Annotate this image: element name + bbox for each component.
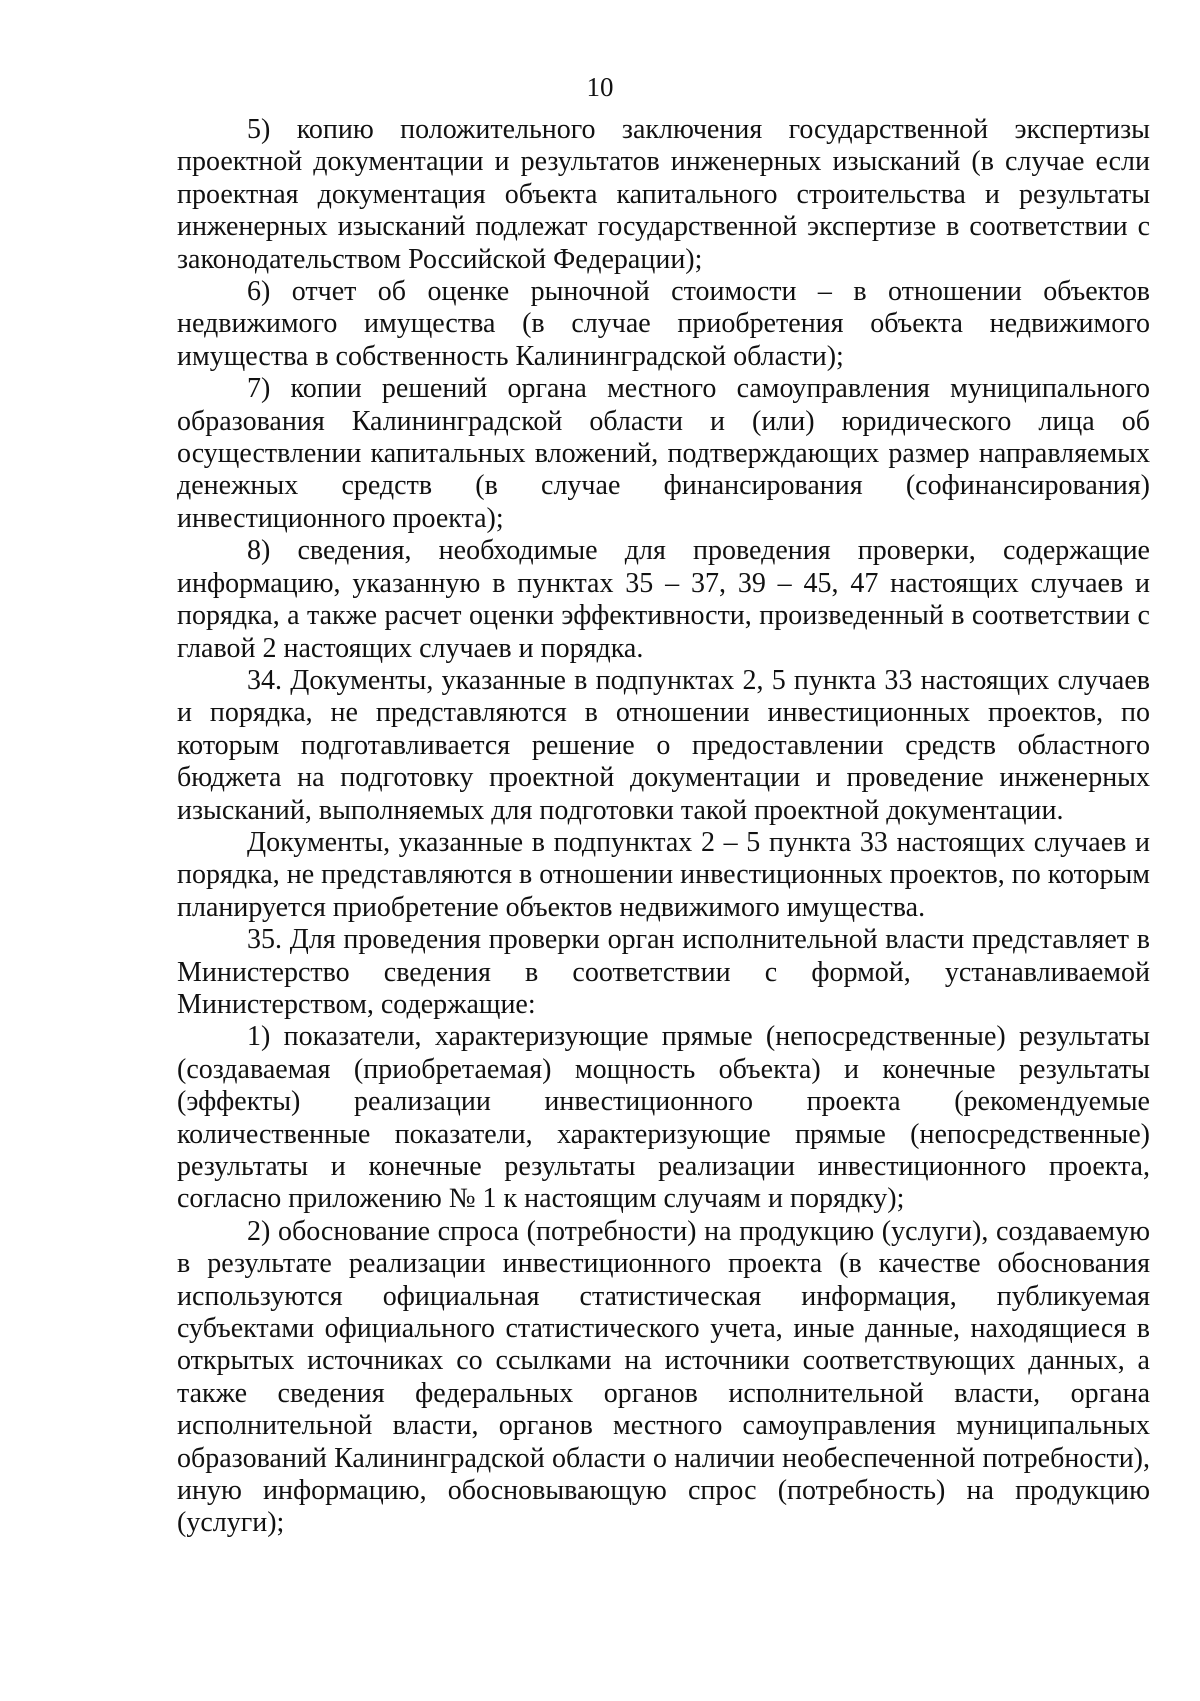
paragraph-item-7: 7) копии решений органа местного самоуправления муниципального образования Калининградской области и (или) юридического лица об осуществлении капитальных вложений, подтверждающих размер направляемых денежных средств (в случае финансирования (софинансирования) инвестиционного проекта); — [177, 373, 1150, 534]
paragraph-item-6: 6) отчет об оценке рыночной стоимости – в отношении объектов недвижимого имущества (в случае приобретения объекта недвижимого имущества в собственность Калининградской области); — [177, 276, 1150, 372]
document-body — [177, 114, 1150, 1540]
paragraph-clause-34: 34. Документы, указанные в подпунктах 2, 5 пункта 33 настоящих случаев и порядка, не представляются в отношении инвестиционных проектов, по которым подготавливается решение о предоставлении средств областного бюджета на подготовку проектной документации и проведение инженерных изысканий, выполняемых для подготовки такой проектной документации. — [177, 664, 1150, 826]
page-number: 10 — [586, 72, 614, 102]
paragraph-item-5: 5) копию положительного заключения государственной экспертизы проектной документации и результатов инженерных изысканий (в случае если проектная документация объекта капитального строительства и результаты инженерных изысканий подлежат государственной экспертизе в соответствии с законодательством Российской Федерации); — [177, 114, 1150, 275]
paragraph-clause-34-continued: Документы, указанные в подпунктах 2 – 5 пункта 33 настоящих случаев и порядка, не представляются в отношении инвестиционных проектов, по которым планируется приобретение объектов недвижимого имущества. — [177, 826, 1150, 923]
paragraph-subitem-2: 2) обоснование спроса (потребности) на продукцию (услуги), создаваемую в результате реализации инвестиционного проекта (в качестве обоснования используются официальная статистическая информация, публикуемая субъектами официального статистического учета, иные данные, находящиеся в открытых источниках со ссылками на источники соответствующих данных, а также сведения федеральных органов исполнительной власти, органа исполнительной власти, органов местного самоуправления муниципальных образований Калининградской области о наличии необеспеченной потребности), иную информацию, обосновывающую спрос (потребность) на продукцию (услуги); — [177, 1215, 1150, 1539]
paragraph-subitem-1: 1) показатели, характеризующие прямые (непосредственные) результаты (создаваемая (приобретаемая) мощность объекта) и конечные результаты (эффекты) реализации инвестиционного проекта (рекомендуемые количественные показатели, характеризующие прямые (непосредственные) результаты и конечные результаты реализации инвестиционного проекта, согласно приложению № 1 к настоящим случаям и порядку); — [177, 1021, 1150, 1215]
paragraph-item-8: 8) сведения, необходимые для проведения проверки, содержащие информацию, указанную в пунктах 35 – 37, 39 – 45, 47 настоящих случаев и порядка, а также расчет оценки эффективности, произведенный в соответствии с главой 2 настоящих случаев и порядка. — [177, 535, 1150, 664]
paragraph-clause-35: 35. Для проведения проверки орган исполнительной власти представляет в Министерство сведения в соответствии с формой, устанавливаемой Министерством, содержащие: — [177, 924, 1150, 1020]
